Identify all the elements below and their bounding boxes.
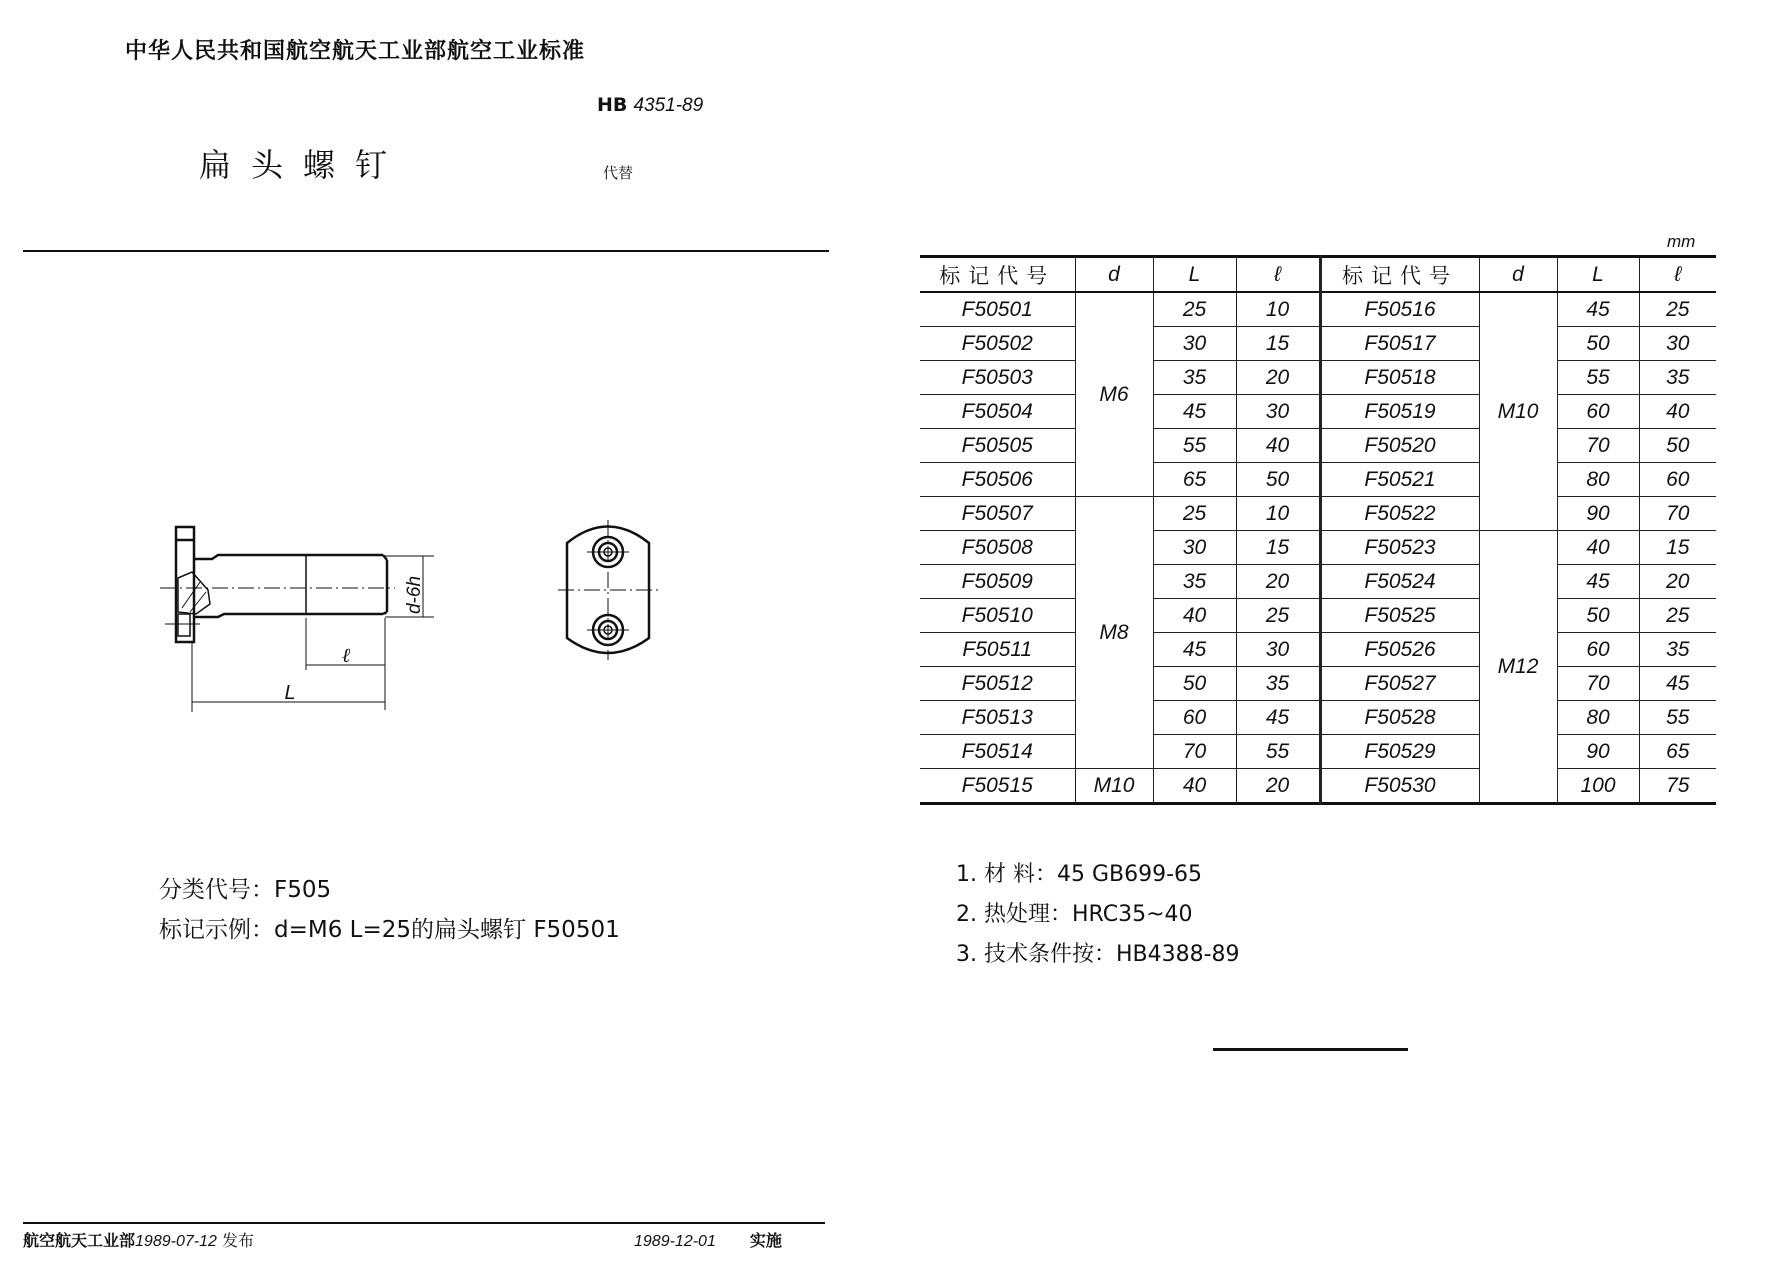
header-d: d — [1479, 257, 1557, 293]
effective-date: 1989-12-01 — [634, 1233, 716, 1250]
footer-divider — [23, 1222, 825, 1224]
L-cell: 100 — [1557, 769, 1639, 804]
standard-number: 4351-89 — [633, 95, 704, 116]
L-cell: 50 — [1557, 599, 1639, 633]
L-cell: 50 — [1557, 327, 1639, 361]
organization-heading: 中华人民共和国航空航天工业部航空工业标准 — [125, 39, 586, 64]
l-cell: 25 — [1639, 599, 1716, 633]
L-cell: 45 — [1557, 565, 1639, 599]
l-cell: 40 — [1639, 395, 1716, 429]
code-cell: F50520 — [1320, 429, 1479, 463]
unit-label: mm — [1667, 232, 1696, 251]
l-cell: 45 — [1236, 701, 1320, 735]
dim-l-label: ℓ — [341, 645, 351, 667]
l-cell: 20 — [1236, 361, 1320, 395]
l-cell: 35 — [1639, 633, 1716, 667]
table-row — [920, 701, 1716, 735]
L-cell: 35 — [1153, 361, 1236, 395]
l-cell: 35 — [1639, 361, 1716, 395]
L-cell: 50 — [1153, 667, 1236, 701]
l-cell: 50 — [1639, 429, 1716, 463]
l-cell: 20 — [1639, 565, 1716, 599]
header-code: 标记代号 — [920, 257, 1075, 293]
end-rule — [1213, 1048, 1408, 1051]
l-cell: 30 — [1639, 327, 1716, 361]
d-cell: M12 — [1479, 531, 1557, 804]
table-row — [920, 361, 1716, 395]
table-row — [920, 565, 1716, 599]
table-row — [920, 531, 1716, 565]
note-material: 1. 材 料：45 GB699-65 — [956, 862, 1203, 887]
l-cell: 30 — [1236, 395, 1320, 429]
L-cell: 55 — [1557, 361, 1639, 395]
header-code: 标记代号 — [1320, 257, 1479, 293]
table-row — [920, 667, 1716, 701]
code-cell: F50523 — [1320, 531, 1479, 565]
l-cell: 55 — [1639, 701, 1716, 735]
header-l: ℓ — [1639, 257, 1716, 293]
l-cell: 45 — [1639, 667, 1716, 701]
l-cell: 20 — [1236, 769, 1320, 804]
footer-effective — [634, 1228, 782, 1251]
header-L: L — [1557, 257, 1639, 293]
L-cell: 65 — [1153, 463, 1236, 497]
code-cell: F50522 — [1320, 497, 1479, 531]
header-l: ℓ — [1236, 257, 1320, 293]
d-cell: M10 — [1075, 769, 1153, 804]
l-cell: 35 — [1236, 667, 1320, 701]
l-cell: 15 — [1236, 327, 1320, 361]
table-row — [920, 497, 1716, 531]
code-cell: F50503 — [920, 361, 1075, 395]
l-cell: 15 — [1639, 531, 1716, 565]
L-cell: 45 — [1153, 395, 1236, 429]
screw-dimension-table — [920, 255, 1716, 805]
l-cell: 70 — [1639, 497, 1716, 531]
d-cell: M8 — [1075, 497, 1153, 769]
L-cell: 90 — [1557, 497, 1639, 531]
code-cell: F50501 — [920, 292, 1075, 327]
table-row — [920, 327, 1716, 361]
code-cell: F50526 — [1320, 633, 1479, 667]
L-cell: 35 — [1153, 565, 1236, 599]
l-cell: 25 — [1639, 292, 1716, 327]
L-cell: 60 — [1557, 395, 1639, 429]
L-cell: 40 — [1153, 599, 1236, 633]
code-cell: F50517 — [1320, 327, 1479, 361]
table-row — [920, 395, 1716, 429]
code-cell: F50516 — [1320, 292, 1479, 327]
technical-notes — [956, 855, 1240, 975]
code-cell: F50515 — [920, 769, 1075, 804]
classification-block — [159, 870, 620, 950]
L-cell: 70 — [1557, 667, 1639, 701]
code-cell: F50508 — [920, 531, 1075, 565]
note-heat-treatment: 2. 热处理：HRC35~40 — [956, 902, 1193, 927]
L-cell: 25 — [1153, 292, 1236, 327]
l-cell: 60 — [1639, 463, 1716, 497]
code-cell: F50524 — [1320, 565, 1479, 599]
L-cell: 30 — [1153, 531, 1236, 565]
issue-label: 发布 — [221, 1231, 254, 1250]
table-row — [920, 769, 1716, 804]
L-cell: 60 — [1557, 633, 1639, 667]
code-cell: F50502 — [920, 327, 1075, 361]
l-cell: 65 — [1639, 735, 1716, 769]
replaces-label: 代替 — [603, 164, 634, 182]
standard-prefix: HB — [597, 94, 628, 116]
code-cell: F50518 — [1320, 361, 1479, 395]
code-cell: F50506 — [920, 463, 1075, 497]
L-cell: 30 — [1153, 327, 1236, 361]
table-row — [920, 429, 1716, 463]
L-cell: 70 — [1557, 429, 1639, 463]
code-cell: F50528 — [1320, 701, 1479, 735]
code-cell: F50514 — [920, 735, 1075, 769]
l-cell: 75 — [1639, 769, 1716, 804]
code-cell: F50530 — [1320, 769, 1479, 804]
table-row — [920, 599, 1716, 633]
footer-issue — [23, 1228, 254, 1251]
table-row — [920, 735, 1716, 769]
code-cell: F50525 — [1320, 599, 1479, 633]
L-cell: 80 — [1557, 701, 1639, 735]
issuer: 航空航天工业部 — [23, 1231, 136, 1250]
l-cell: 25 — [1236, 599, 1320, 633]
l-cell: 30 — [1236, 633, 1320, 667]
L-cell: 45 — [1557, 292, 1639, 327]
table-row — [920, 292, 1716, 327]
code-cell: F50527 — [1320, 667, 1479, 701]
l-cell: 55 — [1236, 735, 1320, 769]
code-cell: F50505 — [920, 429, 1075, 463]
l-cell: 50 — [1236, 463, 1320, 497]
L-cell: 70 — [1153, 735, 1236, 769]
code-cell: F50510 — [920, 599, 1075, 633]
L-cell: 25 — [1153, 497, 1236, 531]
dim-d-label: d-6h — [404, 575, 425, 615]
code-cell: F50521 — [1320, 463, 1479, 497]
code-cell: F50529 — [1320, 735, 1479, 769]
note-technical-conditions: 3. 技术条件按：HB4388-89 — [956, 942, 1240, 967]
code-cell: F50509 — [920, 565, 1075, 599]
d-cell: M6 — [1075, 292, 1153, 497]
table-row — [920, 463, 1716, 497]
table-row — [920, 633, 1716, 667]
marking-example: 标记示例：d=M6 L=25的扁头螺钉 F50501 — [159, 917, 620, 943]
code-cell: F50519 — [1320, 395, 1479, 429]
effective-label: 实施 — [749, 1231, 782, 1250]
L-cell: 60 — [1153, 701, 1236, 735]
document-title: 扁头螺钉 — [199, 146, 408, 184]
code-cell: F50513 — [920, 701, 1075, 735]
l-cell: 10 — [1236, 292, 1320, 327]
L-cell: 55 — [1153, 429, 1236, 463]
L-cell: 40 — [1153, 769, 1236, 804]
screw-drawing — [0, 0, 760, 740]
l-cell: 10 — [1236, 497, 1320, 531]
L-cell: 90 — [1557, 735, 1639, 769]
dimension-lines — [192, 556, 434, 712]
code-cell: F50512 — [920, 667, 1075, 701]
classification-code: 分类代号：F505 — [159, 877, 332, 903]
d-cell: M10 — [1479, 292, 1557, 531]
code-cell: F50504 — [920, 395, 1075, 429]
dim-L-label: L — [284, 682, 296, 704]
l-cell: 15 — [1236, 531, 1320, 565]
L-cell: 40 — [1557, 531, 1639, 565]
header-d: d — [1075, 257, 1153, 293]
code-cell: F50507 — [920, 497, 1075, 531]
L-cell: 45 — [1153, 633, 1236, 667]
issue-date: 1989-07-12 — [135, 1233, 217, 1250]
table-header-row — [920, 257, 1716, 293]
side-view — [176, 527, 387, 642]
l-cell: 20 — [1236, 565, 1320, 599]
header-L: L — [1153, 257, 1236, 293]
code-cell: F50511 — [920, 633, 1075, 667]
l-cell: 40 — [1236, 429, 1320, 463]
L-cell: 80 — [1557, 463, 1639, 497]
